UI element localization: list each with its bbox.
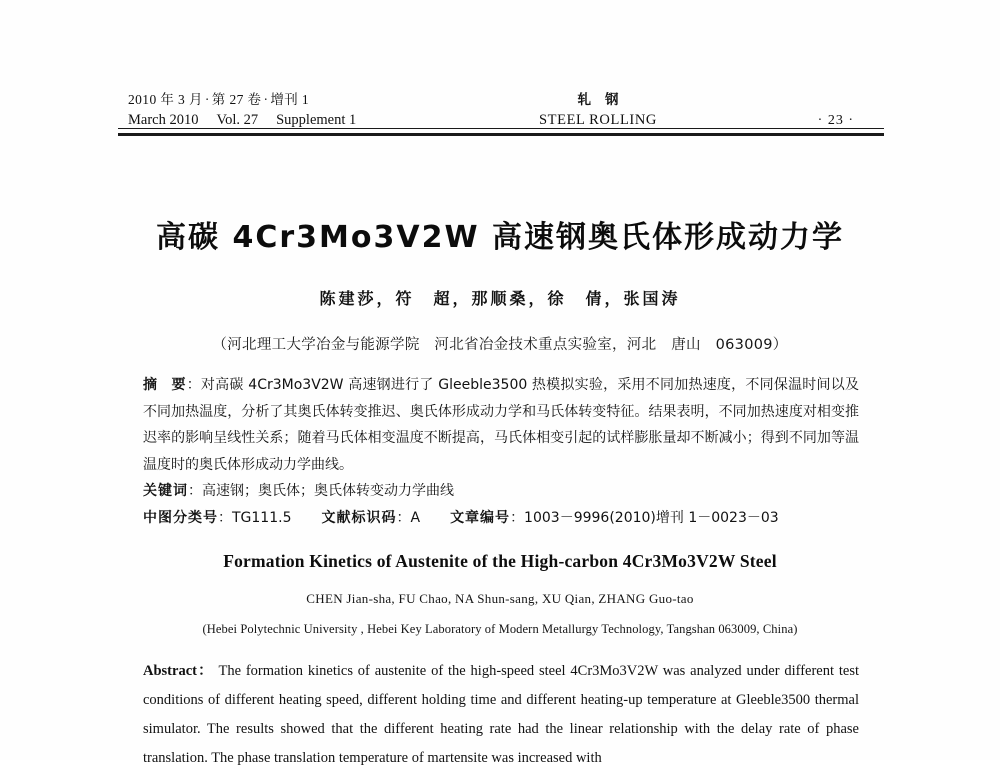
abstract-text-cn: ：对高碳 4Cr3Mo3V2W 高速钢进行了 Gleeble3500 热模拟实验，采用不同加热速度，不同保温时间以及不同加热温度，分析了其奥氏体转变推迟、奥氏体形成动力学和马氏体转变特征。结果表明，不同加热速度对相变推迟率的影响呈线性关系；随着马氏体相变温度不断提高，马氏体相变引起的试样膨胀量却不断减小；得到不同加等温温度时的奥氏体形成动力学曲线。 [143,377,860,473]
masthead-journal-en: STEEL ROLLING [538,112,657,128]
abstract-label-cn: 摘 [143,377,159,393]
page-number: · 23 · [817,113,854,128]
abstract-label-cn-2: 要 [171,377,187,393]
masthead-rule-thin [118,128,884,129]
masthead-date-en: March 2010 [128,112,199,128]
article-id-value: ：1003－9996(2010)增刊 1－0023－03 [510,509,779,526]
masthead-rule-thick [118,133,884,136]
clc-value: ：TG111.5 [218,509,292,526]
abstract-english [143,657,859,773]
abstract-text-en: The formation kinetics of austenite of the high-speed steel 4Cr3Mo3V2W was analyzed under different test conditions of different heating speed, different holding time and different heating-up temperature at Gleeble3500 thermal simulator. The results showed that the different heating rate had the linear relationship with the delay rate of phase translation. The phase translation temperature of martensite was increased with [143,663,859,766]
classification-line [143,505,859,532]
article-id-label: 文章编号 [450,509,511,526]
masthead-issue-english [118,112,448,129]
authors-english: CHEN Jian-sha, FU Chao, NA Shun-sang, XU Qian, ZHANG Guo-tao [306,591,694,606]
masthead-sep-1: · [204,92,210,107]
clc-label: 中图分类号 [143,509,218,526]
masthead-volume-en: Vol. 27 [216,112,259,128]
keywords-label-cn: 关键词 [143,483,188,499]
masthead-right-spacer-cn [748,93,882,109]
abstract-chinese [143,372,859,478]
masthead-supplement-en: Supplement 1 [276,112,357,128]
masthead-row-chinese [118,88,882,112]
affiliation-chinese: （河北理工大学冶金与能源学院 河北省冶金技术重点实验室，河北 唐山 063009） [212,337,788,353]
affiliation-english: (Hebei Polytechnic University , Hebei Key Laboratory of Modern Metallurgy Technology, Tangshan 063009, China) [202,622,798,636]
page-title: 高碳 4Cr3Mo3V2W 高速钢奥氏体形成动力学 [156,220,844,255]
masthead-volume-cn: 第 27 卷 [211,92,262,107]
keywords-chinese [143,478,859,505]
masthead-date-cn: 2010 年 3 月 [128,92,203,107]
abstract-label-en: Abstract： [143,663,214,679]
authors-chinese: 陈建莎，符 超，那顺桑，徐 倩，张国涛 [319,289,681,308]
page-title-english: Formation Kinetics of Austenite of the High-carbon 4Cr3Mo3V2W Steel [223,551,777,571]
masthead-sep-2: · [263,92,269,107]
page-masthead [118,88,882,131]
chinese-front-matter [143,372,859,531]
document-code-value: ：A [396,509,421,526]
masthead-journal-cn: 轧钢 [577,92,633,108]
masthead-supplement-cn: 增刊 1 [270,92,310,107]
masthead-issue-chinese [118,88,448,108]
document-code-label: 文献标识码 [321,509,397,526]
keywords-text-cn: ：高速钢；奥氏体；奥氏体转变动力学曲线 [188,483,454,499]
